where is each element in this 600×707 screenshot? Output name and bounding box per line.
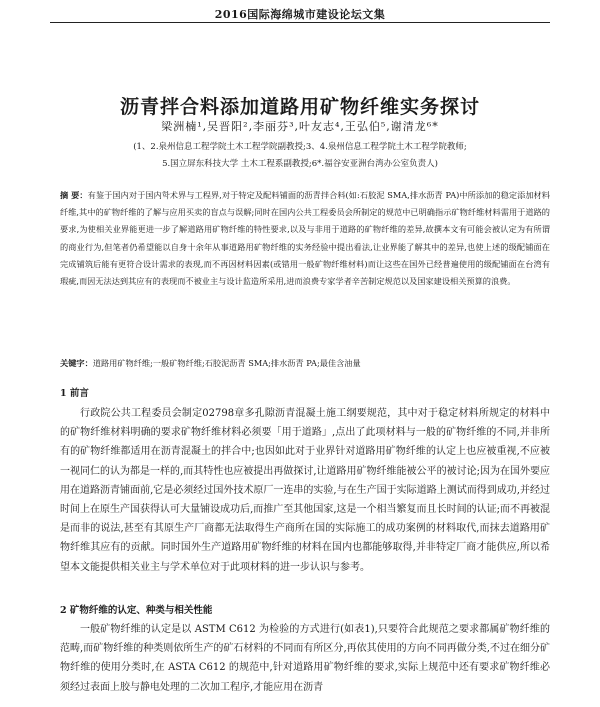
section-1-paragraph: 行政院公共工程委员会制定02798章多孔隙沥青混凝土施工纲要规范，其中对于稳定材料所规定的材料中的矿物纤维材料明确的要求矿物纤维材料必须要「用于道路」,点出了此项材料与一般的矿物纤维的不同,并非所有的矿物纤维都适用在沥青混凝土的拌合中;也因如此对于业界针对道路用矿物纤维的认定上也应被重视,不应被一视同仁的认为都是一样的,而其特性也应被提出再做探讨,让道路用矿物纤维能被公平的被讨论;因为在国外要应用在道路沥青铺面前,它是必须经过国外技术原厂一连串的实验,与在生产国于实际道路上测试而得到成功,并经过时间上在原生产国获得认可大量铺设成功后,而推广至其他国家,这是一个相当繁复而且长时间的认证;而不再被混是而非的说法,甚至有其原生产厂商都无法取得生产商所在国的实际施工的成功案例的材料取代,而抹去道路用矿物纤维其应有的贡献。同时国外生产道路用矿物纤维的材料在国内也都能够取得,并非特定厂商才能供应,所以希望本文能提供相关业主与学术单位对于此项材料的进一步认识与参考。 — [60, 408, 550, 573]
section-2-heading: 2 矿物纤维的认定、种类与相关性能 — [60, 605, 213, 616]
author-list: 梁洲楠¹,吴晋阳²,李丽芬³,叶友志⁴,王弘伯⁵,谢清龙⁶* — [161, 120, 439, 133]
keywords-label: 关键字： — [60, 358, 93, 368]
affiliation-line-1: (1、2.泉州信息工程学院土木工程学院副教授;3、4.泉州信息工程学院土木工程学院教师; — [133, 142, 467, 152]
abstract-text: 有鉴于国内对于国内학术界与工程界,对于特定及配料铺面的沥青拌合料(如:石胶泥 SMA,排水沥青 PA)中所添加的稳定添加材料纤维,其中的矿物纤维的了解与应用买卖的盲点与误解;同时在国内公共工程委员会所制定的规范中已明确指示矿物纤维材料需用于道路的要求,为使相关业界能更进一步了解道路用矿物纤维的特性要求,以及与非用于道路的矿物纤维的差异,故撰本文有可能会被认定为有所谓的商业行为,但笔者仍希望能以自身十余年从事道路用矿物纤维的实务经验中提出看法,让业界能了解其中的差异,也使上述的级配铺面在完成铺筑后能有更符合设计需求的表现,而不再因材料因素(或错用一般矿物纤维材料)而让这些在国外已经普遍使用的级配铺面在台湾有瑕疵,而因无法达到其应有的表现而不被业主与设计监造所采用,进而浪费专家学者辛苦制定规范以及国家建设相关预算的浪费。 — [60, 190, 550, 287]
affiliation-line-2: 5.国立屏东科技大学 土木工程系副教授;6*.福谷安亚洲台湾办公室负责人) — [162, 159, 438, 169]
abstract-label: 摘 要： — [60, 190, 88, 200]
paper-title: 沥青拌合料添加道路用矿物纤维实务探讨 — [119, 96, 480, 118]
section-2-paragraph: 一般矿物纤维的认定是以 ASTM C612 为检验的方式进行(如表1),只要符合此规范之要求都属矿物纤维的范畴,而矿物纤维的种类则依所生产的矿石材料的不同而有所区分,再依其使用的方向不同再做分类,不过在细分矿物纤维的使用分类时,在 ASTA C612 的规范中,针对道路用矿物纤维的要求,实际上规范中还有要求矿物纤维必须经过表面上胶与静电处理的二次加工程序,才能应用在沥青 — [60, 624, 550, 693]
keywords-text: 道路用矿物纤维;一般矿物纤维;石胶泥沥青 SMA;排水沥青 PA;最佳含油量 — [92, 358, 361, 368]
header-rule — [50, 22, 550, 23]
section-1-heading: 1 前言 — [60, 388, 89, 399]
abstract — [60, 187, 550, 290]
keywords — [60, 358, 550, 369]
running-head: 2016国际海绵城市建设论坛文集 — [214, 8, 386, 21]
